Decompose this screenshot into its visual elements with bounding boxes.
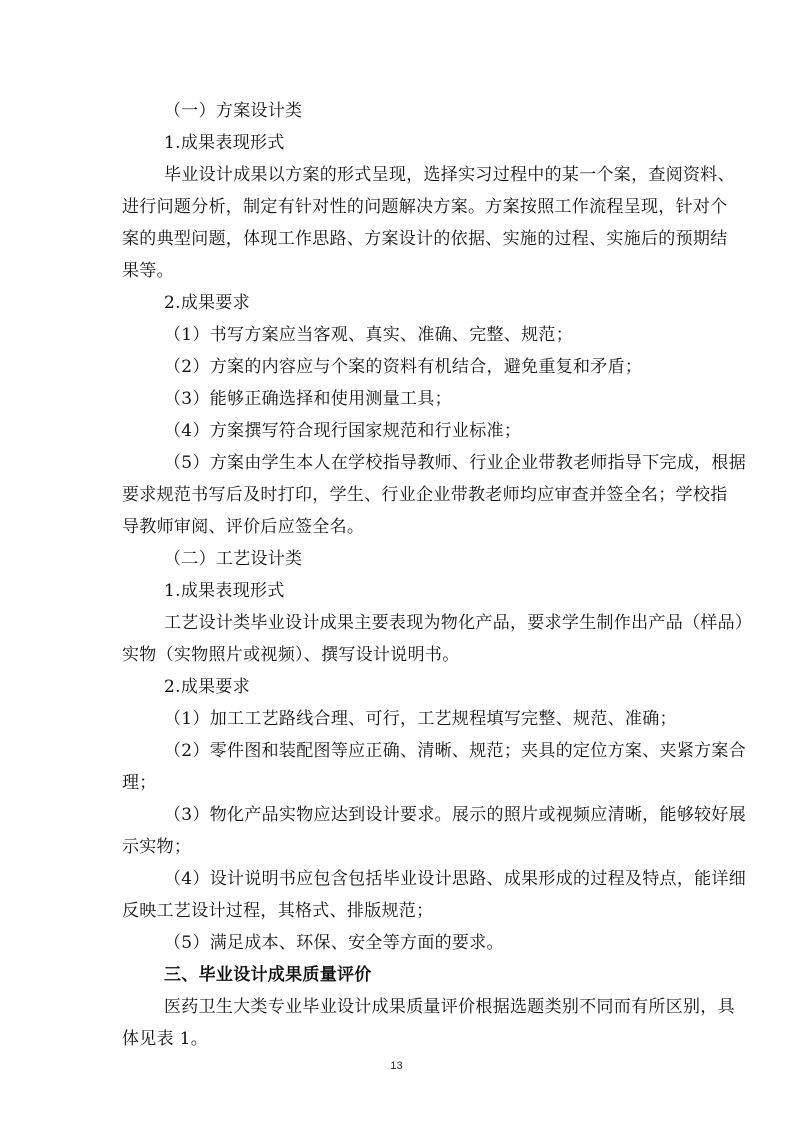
list-item-continuation: 要求规范书写后及时打印，学生、行业企业带教老师均应审查并签全名；学校指 bbox=[122, 485, 728, 505]
paragraph-line: 进行问题分析，制定有针对性的问题解决方案。方案按照工作流程呈现，针对个 bbox=[122, 197, 728, 217]
paragraph-line: 医药卫生大类专业毕业设计成果质量评价根据选题类别不同而有所区别，具 bbox=[164, 997, 735, 1017]
list-item: （4）设计说明书应包含包括毕业设计思路、成果形成的过程及特点，能详细 bbox=[164, 869, 747, 889]
list-item-continuation: 理； bbox=[122, 773, 157, 793]
list-item-continuation: 示实物； bbox=[122, 837, 192, 857]
list-item: （1）加工工艺路线合理、可行，工艺规程填写完整、规范、准确； bbox=[164, 709, 677, 729]
section-heading-process-design: （二）工艺设计类 bbox=[164, 549, 303, 569]
section-heading-plan-design: （一）方案设计类 bbox=[164, 101, 303, 121]
paragraph-line: 体见表 1。 bbox=[122, 1029, 209, 1049]
list-item: （3）物化产品实物应达到设计要求。展示的照片或视频应清晰，能够较好展 bbox=[164, 805, 747, 825]
page-number: 13 bbox=[390, 1060, 403, 1072]
list-item-continuation: 导教师审阅、评价后应签全名。 bbox=[122, 517, 365, 537]
subheading-result-form: 1.成果表现形式 bbox=[164, 581, 285, 601]
paragraph-line: 案的典型问题，体现工作思路、方案设计的依据、实施的过程、实施后的预期结 bbox=[122, 229, 728, 249]
subheading-result-requirements: 2.成果要求 bbox=[164, 293, 251, 313]
list-item: （4）方案撰写符合现行国家规范和行业标准； bbox=[164, 421, 522, 441]
list-item: （2）零件图和装配图等应正确、清晰、规范；夹具的定位方案、夹紧方案合 bbox=[164, 741, 747, 761]
list-item: （2）方案的内容应与个案的资料有机结合，避免重复和矛盾； bbox=[164, 357, 643, 377]
paragraph-line: 工艺设计类毕业设计成果主要表现为物化产品，要求学生制作出产品（样品） bbox=[164, 613, 753, 633]
paragraph-line: 毕业设计成果以方案的形式呈现，选择实习过程中的某一个案，查阅资料、 bbox=[164, 165, 735, 185]
paragraph-line: 果等。 bbox=[122, 261, 174, 281]
section-heading-quality-evaluation: 三、毕业设计成果质量评价 bbox=[164, 965, 372, 985]
list-item: （5）满足成本、环保、安全等方面的要求。 bbox=[164, 933, 504, 953]
paragraph-line: 实物（实物照片或视频）、撰写设计说明书。 bbox=[122, 645, 460, 665]
subheading-result-requirements: 2.成果要求 bbox=[164, 677, 251, 697]
list-item: （3）能够正确选择和使用测量工具； bbox=[164, 389, 452, 409]
subheading-result-form: 1.成果表现形式 bbox=[164, 133, 285, 153]
list-item-continuation: 反映工艺设计过程，其格式、排版规范； bbox=[122, 901, 434, 921]
list-item: （5）方案由学生本人在学校指导教师、行业企业带教老师指导下完成，根据 bbox=[164, 453, 747, 473]
list-item: （1）书写方案应当客观、真实、准确、完整、规范； bbox=[164, 325, 574, 345]
